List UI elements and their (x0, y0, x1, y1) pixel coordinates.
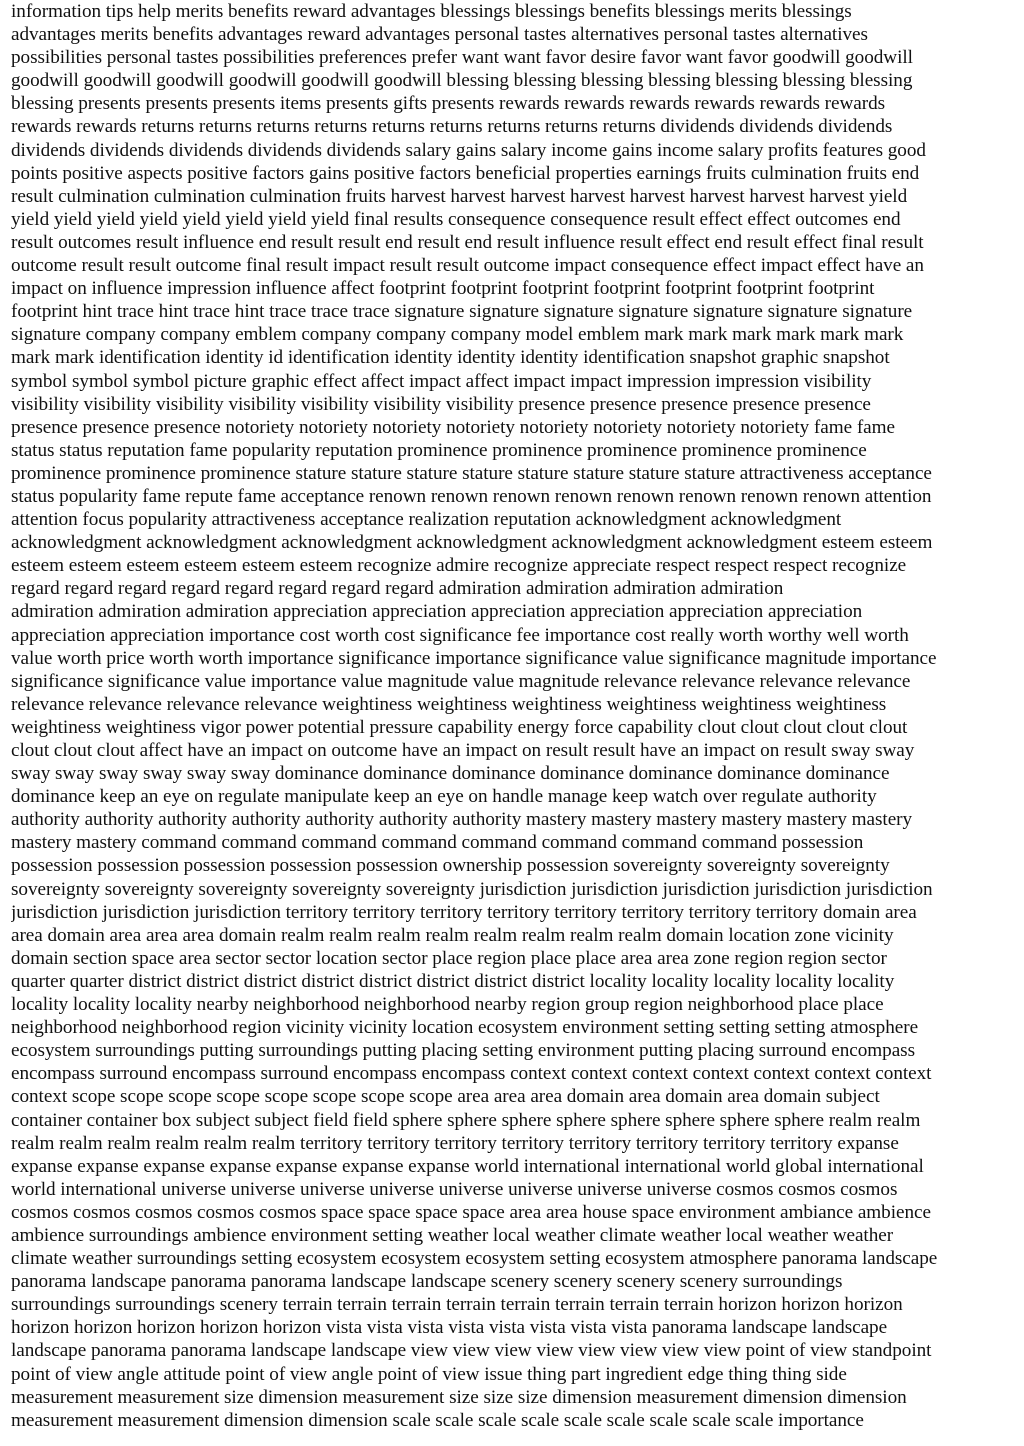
text-line: ambience surroundings ambience environment setting weather local weather climate weather local weather weather (11, 1224, 894, 1246)
text-line: blessing presents presents presents items presents gifts presents rewards rewards rewards rewards rewards rewards (11, 93, 886, 115)
text-line: possibilities personal tastes possibilities preferences prefer want want favor desire favor want favor goodwill goodwill (11, 47, 913, 69)
text-line: context scope scope scope scope scope scope scope scope area area area domain area domain area domain subject (11, 1086, 880, 1108)
text-line: panorama landscape panorama panorama landscape landscape scenery scenery scenery scenery surroundings (11, 1271, 843, 1293)
text-line: quarter quarter district district district district district district district district locality locality locality locality locality (11, 970, 895, 992)
text-line: mastery mastery command command command command command command command command possession (11, 832, 864, 854)
text-line: expanse expanse expanse expanse expanse expanse expanse world international international world global international (11, 1155, 924, 1177)
text-line: point of view angle attitude point of view angle point of view issue thing part ingredient edge thing thing side (11, 1363, 847, 1385)
text-line: container container box subject subject field field sphere sphere sphere sphere sphere sphere sphere sphere realm realm (11, 1109, 921, 1131)
text-line: encompass surround encompass surround encompass encompass context context context context context context context (11, 1063, 932, 1085)
text-line: esteem esteem esteem esteem esteem esteem recognize admire recognize appreciate respect respect respect recognize (11, 555, 907, 577)
text-line: points positive aspects positive factors gains positive factors beneficial properties earnings fruits culmination fruits end (11, 162, 920, 184)
text-line: landscape panorama panorama landscape landscape view view view view view view view view point of view standpoint (11, 1340, 932, 1362)
text-line: weightiness weightiness vigor power potential pressure capability energy force capability clout clout clout clout clout (11, 716, 908, 738)
text-line: horizon horizon horizon horizon horizon vista vista vista vista vista vista vista vista panorama landscape landscape (11, 1317, 888, 1339)
text-line: clout clout clout affect have an impact on outcome have an impact on result result have an impact on result sway sway (11, 740, 915, 761)
text-line: surroundings surroundings scenery terrain terrain terrain terrain terrain terrain terrain terrain horizon horizon horizon (11, 1294, 903, 1316)
text-line: significance significance value importance value magnitude value magnitude relevance relevance relevance relevance (11, 670, 911, 692)
text-line: mark mark identification identity id identification identity identity identity identification snapshot graphic snapshot (11, 347, 890, 369)
text-line: area domain area area area domain realm realm realm realm realm realm realm realm domain location zone vicinity (11, 924, 894, 946)
text-line: climate weather surroundings setting ecosystem ecosystem ecosystem setting ecosystem atmosphere panorama landscape (11, 1248, 938, 1270)
text-line: cosmos cosmos cosmos cosmos cosmos space space space space area area house space environment ambiance ambience (11, 1201, 931, 1223)
text-line: locality locality locality nearby neighborhood neighborhood nearby region group region neighborhood place place (11, 994, 884, 1016)
text-line: visibility visibility visibility visibility visibility visibility visibility presence presence presence presence presence (11, 393, 871, 415)
text-line: result outcomes result influence end result result end result end result influence result effect end result effect final result (11, 231, 924, 253)
text-line: advantages merits benefits advantages reward advantages personal tastes alternatives personal tastes alternatives (11, 24, 868, 46)
text-line: sway sway sway sway sway sway dominance dominance dominance dominance dominance dominance dominance (11, 763, 890, 785)
text-line: possession possession possession possession possession ownership possession sovereignty sovereignty sovereignty (11, 855, 890, 877)
text-line: impact on influence impression influence affect footprint footprint footprint footprint footprint footprint footprint (11, 278, 875, 300)
text-line: information tips help merits benefits reward advantages blessings blessings benefits blessings merits blessings (11, 1, 852, 22)
text-line: neighborhood neighborhood region vicinity vicinity location ecosystem environment setting setting setting atmosphere (11, 1017, 919, 1039)
text-line: status status reputation fame popularity reputation prominence prominence prominence prominence prominence (11, 439, 867, 461)
text-line: ecosystem surroundings putting surroundings putting placing setting environment putting placing surround encompass (11, 1040, 915, 1062)
text-line: world international universe universe universe universe universe universe universe universe cosmos cosmos cosmos (11, 1178, 898, 1200)
text-line: attention focus popularity attractiveness acceptance realization reputation acknowledgment acknowledgment (11, 509, 842, 531)
text-line: result culmination culmination culmination fruits harvest harvest harvest harvest harvest harvest harvest harvest yield (11, 185, 908, 207)
text-line: dominance keep an eye on regulate manipulate keep an eye on handle manage keep watch over regulate authority (11, 786, 877, 808)
text-line: footprint hint trace hint trace hint trace trace trace signature signature signature signature signature signature signature (11, 301, 913, 323)
text-line: signature company company emblem company company company model emblem mark mark mark mark mark mark (11, 324, 904, 346)
text-line: sovereignty sovereignty sovereignty sovereignty sovereignty jurisdiction jurisdiction jurisdiction jurisdiction jurisdiction (11, 878, 933, 900)
text-line: realm realm realm realm realm realm territory territory territory territory territory territory territory territory expanse (11, 1132, 899, 1154)
text-line: measurement measurement size dimension measurement size size size dimension measurement dimension dimension (11, 1386, 907, 1408)
text-line: domain section space area sector sector location sector place region place place area area zone region region sector (11, 947, 887, 969)
text-line: symbol symbol symbol picture graphic effect affect impact affect impact impact impression impression visibility (11, 370, 872, 392)
text-line: relevance relevance relevance relevance weightiness weightiness weightiness weightiness weightiness weightiness (11, 693, 887, 715)
text-line: presence presence presence notoriety notoriety notoriety notoriety notoriety notoriety notoriety notoriety fame fame (11, 416, 895, 438)
text-line: rewards rewards returns returns returns returns returns returns returns returns returns dividends dividends dividends (11, 116, 893, 138)
text-line: status popularity fame repute fame acceptance renown renown renown renown renown renown renown renown attention (11, 485, 932, 507)
text-line: appreciation appreciation importance cost worth cost significance fee importance cost really worth worthy well worth (11, 624, 909, 646)
text-line: outcome result result outcome final result impact result result outcome impact consequence effect impact effect have an (11, 255, 924, 277)
text-line: admiration admiration admiration appreciation appreciation appreciation appreciation appreciation appreciation (11, 601, 863, 623)
text-line: value worth price worth worth importance significance importance significance value significance magnitude importance (11, 647, 937, 669)
text-line: yield yield yield yield yield yield yield yield final results consequence consequence result effect effect outcomes end (11, 208, 901, 230)
document-page (11, 0, 1015, 1446)
text-line: dividends dividends dividends dividends dividends salary gains salary income gains income salary profits features good (11, 139, 926, 161)
text-line: goodwill goodwill goodwill goodwill goodwill goodwill blessing blessing blessing blessing blessing blessing blessing (11, 70, 913, 92)
text-line: authority authority authority authority authority authority authority mastery mastery mastery mastery mastery mastery (11, 809, 913, 831)
text-line: acknowledgment acknowledgment acknowledgment acknowledgment acknowledgment acknowledgment esteem esteem (11, 532, 933, 554)
text-line: measurement measurement dimension dimension scale scale scale scale scale scale scale scale scale importance (11, 1409, 864, 1431)
text-line: prominence prominence prominence stature stature stature stature stature stature stature stature attractiveness acceptance (11, 462, 932, 484)
text-line: jurisdiction jurisdiction jurisdiction territory territory territory territory territory territory territory territory domain area (11, 901, 917, 923)
text-line: regard regard regard regard regard regard regard regard admiration admiration admiration admiration (11, 578, 784, 600)
